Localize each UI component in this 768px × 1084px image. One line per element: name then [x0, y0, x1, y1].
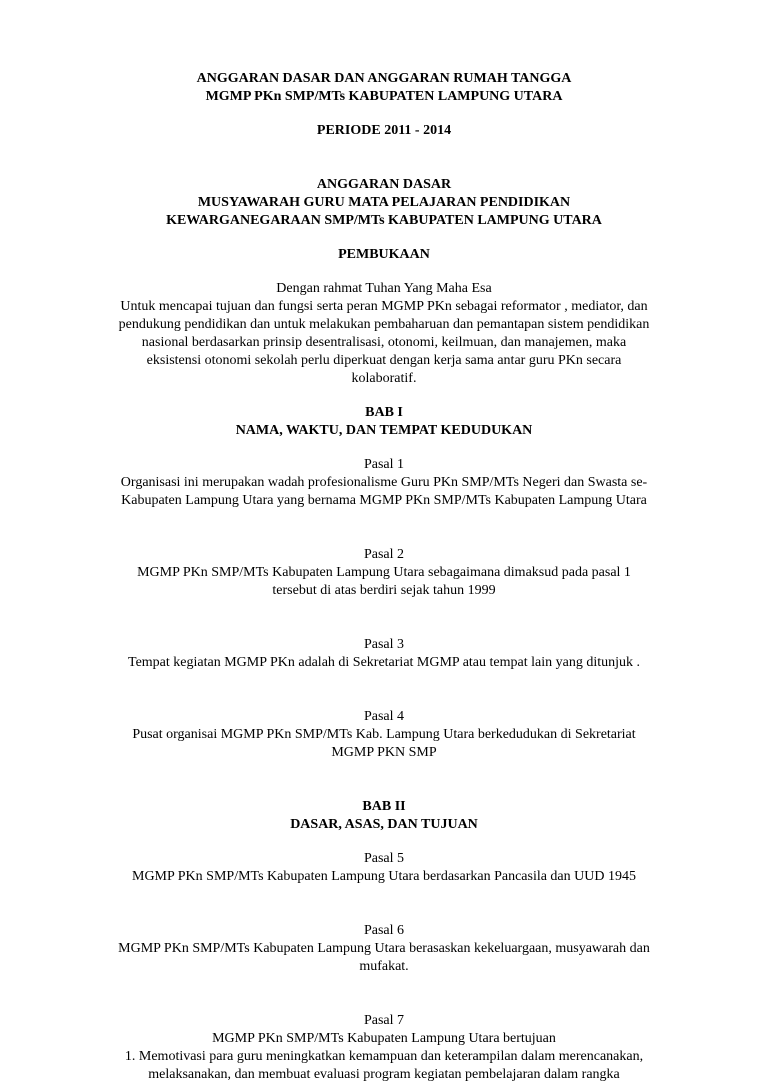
pasal-2-label: Pasal 2 [363, 547, 405, 562]
pasal-5-label: Pasal 5 [363, 851, 405, 866]
title-line-1: ANGGARAN DASAR DAN ANGGARAN RUMAH TANGGA [196, 71, 572, 86]
pasal-7-label: Pasal 7 [363, 1013, 405, 1028]
pembukaan-line-3: pendukung pendidikan dan untuk melakukan pembaharuan dan pemantapan sistem pendidikan [118, 317, 650, 332]
pasal-6 [110, 922, 658, 976]
pasal-7-line-3: melaksanakan, dan membuat evaluasi program kegiatan pembelajaran dalam rangka [148, 1067, 620, 1082]
pembukaan-line-2: Untuk mencapai tujuan dan fungsi serta peran MGMP PKn sebagai reformator , mediator, dan [120, 299, 648, 314]
bab-1-number: BAB I [365, 405, 403, 420]
bab-2-number: BAB II [362, 799, 406, 814]
pembukaan-heading [110, 246, 658, 264]
document-title [110, 70, 658, 106]
pembukaan-line-1: Dengan rahmat Tuhan Yang Maha Esa [276, 281, 492, 296]
pembukaan-text [110, 280, 658, 388]
pasal-6-label: Pasal 6 [363, 923, 405, 938]
pasal-4-line-2: MGMP PKN SMP [331, 745, 437, 760]
pasal-6-line-2: mufakat. [359, 959, 409, 974]
ad-heading-line-3: KEWARGANEGARAAN SMP/MTs KABUPATEN LAMPUNG UTARA [166, 213, 602, 228]
bab-2-heading [110, 798, 658, 834]
pembukaan-line-4: nasional berdasarkan prinsip desentralisasi, otonomi, keilmuan, dan manajemen, maka [141, 335, 627, 350]
period-text: PERIODE 2011 - 2014 [316, 123, 452, 138]
pasal-2-line-1: MGMP PKn SMP/MTs Kabupaten Lampung Utara sebagaimana dimaksud pada pasal 1 [137, 565, 631, 580]
pasal-1-line-2: Kabupaten Lampung Utara yang bernama MGMP PKn SMP/MTs Kabupaten Lampung Utara [121, 493, 647, 508]
document-period [110, 122, 658, 140]
pasal-5 [110, 850, 658, 886]
ad-heading [110, 176, 658, 230]
pasal-1-line-1: Organisasi ini merupakan wadah profesionalisme Guru PKn SMP/MTs Negeri dan Swasta se- [120, 475, 648, 490]
pasal-3 [110, 636, 658, 672]
pasal-3-line-1: Tempat kegiatan MGMP PKn adalah di Sekretariat MGMP atau tempat lain yang ditunjuk . [128, 655, 640, 670]
bab-1-title: NAMA, WAKTU, DAN TEMPAT KEDUDUKAN [235, 423, 533, 438]
pasal-4-line-1: Pusat organisai MGMP PKn SMP/MTs Kab. Lampung Utara berkedudukan di Sekretariat [132, 727, 636, 742]
pasal-4 [110, 708, 658, 762]
ad-heading-line-2: MUSYAWARAH GURU MATA PELAJARAN PENDIDIKAN [197, 195, 571, 210]
pasal-7-line-2: 1. Memotivasi para guru meningkatkan kemampuan dan keterampilan dalam merencanakan, [124, 1049, 644, 1064]
pasal-6-line-1: MGMP PKn SMP/MTs Kabupaten Lampung Utara berasaskan kekeluargaan, musyawarah dan [118, 941, 650, 956]
bab-2-title: DASAR, ASAS, DAN TUJUAN [290, 817, 478, 832]
pembukaan-line-6: kolaboratif. [351, 371, 417, 386]
pasal-1-label: Pasal 1 [363, 457, 405, 472]
pasal-5-line-1: MGMP PKn SMP/MTs Kabupaten Lampung Utara berdasarkan Pancasila dan UUD 1945 [132, 869, 636, 884]
pasal-4-label: Pasal 4 [363, 709, 405, 724]
pasal-7 [110, 1012, 658, 1084]
pasal-3-label: Pasal 3 [363, 637, 405, 652]
pasal-2-line-2: tersebut di atas berdiri sejak tahun 1999 [272, 583, 496, 598]
pasal-1 [110, 456, 658, 510]
title-line-2: MGMP PKn SMP/MTs KABUPATEN LAMPUNG UTARA [205, 89, 563, 104]
pasal-7-line-1: MGMP PKn SMP/MTs Kabupaten Lampung Utara bertujuan [212, 1031, 556, 1046]
ad-heading-line-1: ANGGARAN DASAR [316, 177, 452, 192]
document-body [110, 70, 658, 1084]
pembukaan-line-5: eksistensi otonomi sekolah perlu diperkuat dengan kerja sama antar guru PKn secara [146, 353, 622, 368]
pasal-2 [110, 546, 658, 600]
pembukaan-heading-text: PEMBUKAAN [338, 247, 430, 262]
bab-1-heading [110, 404, 658, 440]
